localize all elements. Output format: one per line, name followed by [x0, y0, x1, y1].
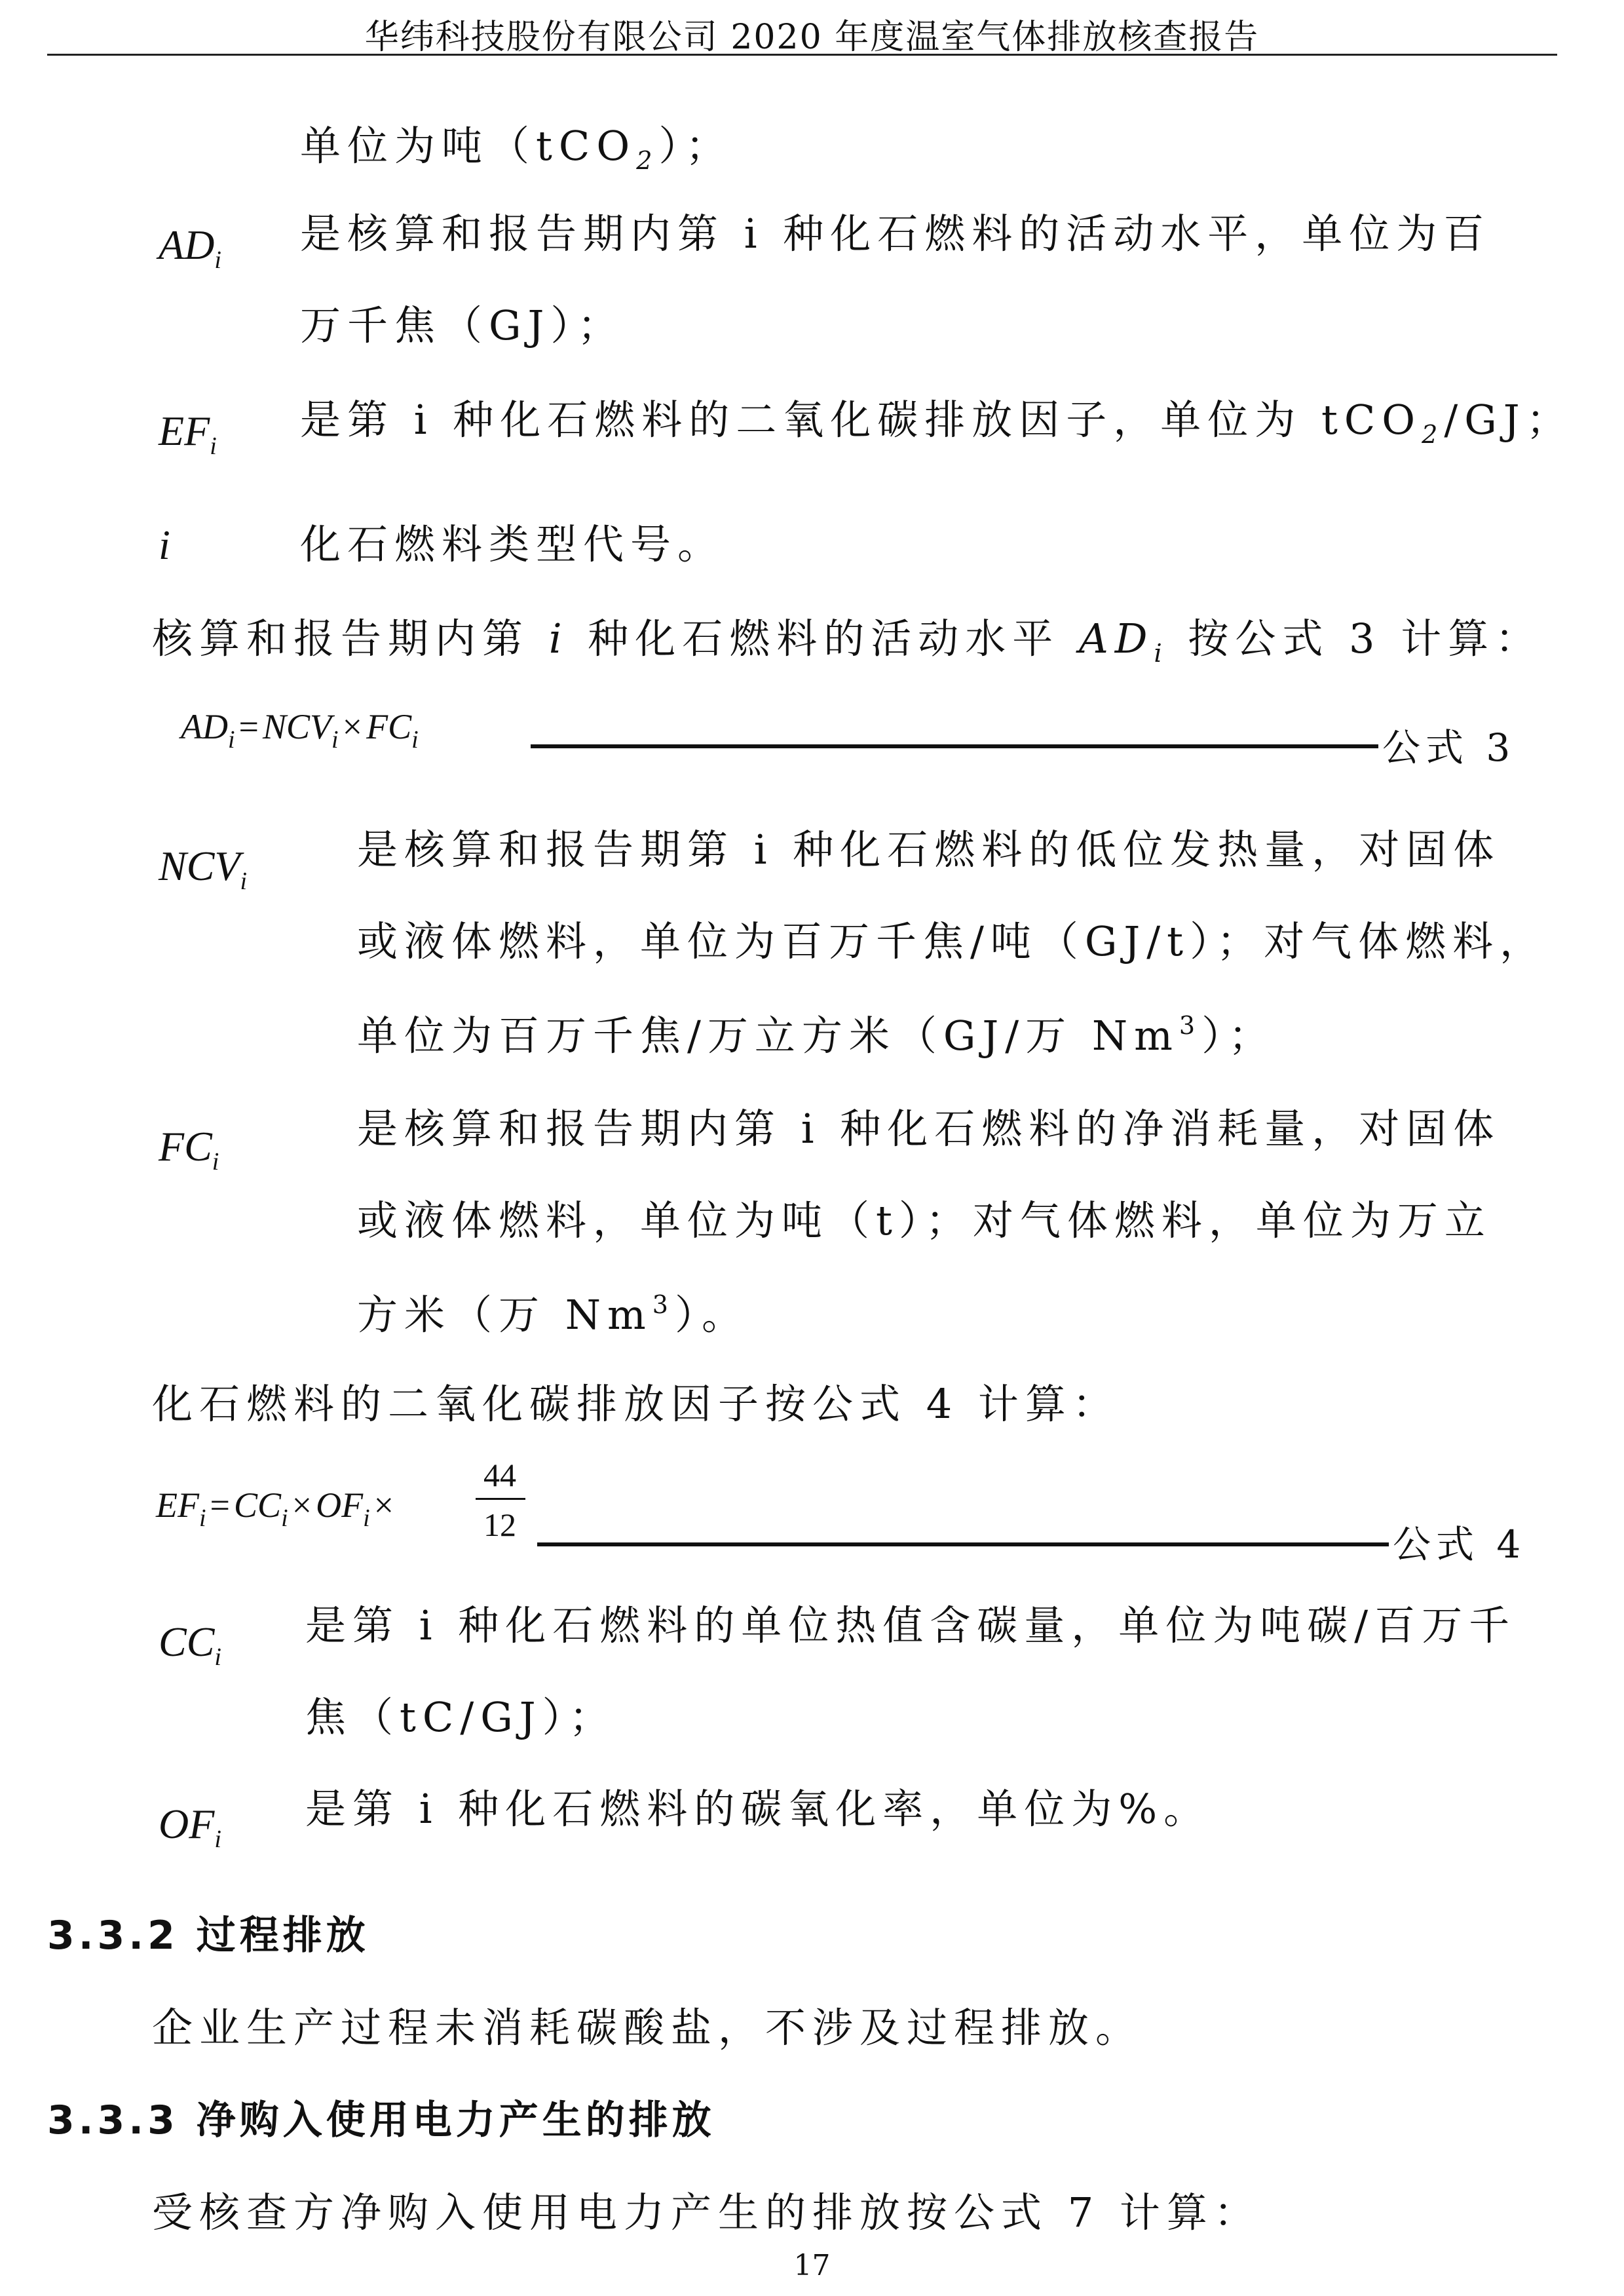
- ad-definition-line1: 是核算和报告期内第 i 种化石燃料的活动水平，单位为百: [300, 210, 1491, 258]
- section-3-3-3-heading: 3.3.3 净购入使用电力产生的排放: [47, 2097, 715, 2143]
- equation-4-leader-line: [537, 1542, 1389, 1546]
- of-definition-line1: 是第 i 种化石燃料的碳氧化率，单位为%。: [305, 1785, 1211, 1833]
- ef-definition-line1: 是第 i 种化石燃料的二氧化碳排放因子，单位为 tCO$_2$/GJ；: [300, 396, 1574, 449]
- ad-symbol: $AD_i$: [159, 221, 221, 274]
- cc-definition-line1: 是第 i 种化石燃料的单位热值含碳量，单位为吨碳/百万千: [305, 1601, 1517, 1649]
- ef-calc-paragraph: 化石燃料的二氧化碳排放因子按公式 4 计算：: [152, 1380, 1120, 1428]
- fraction-bar: [476, 1498, 525, 1500]
- fraction-numerator: 44: [483, 1457, 516, 1493]
- equation-3-leader-line: [531, 744, 1378, 748]
- fc-symbol: $FC_i$: [159, 1123, 219, 1176]
- ef-symbol: $EF_i$: [159, 408, 217, 460]
- ad-definition-line2: 万千焦（GJ）；: [300, 301, 625, 349]
- equation-4: $EF_i = CC_i \times OF_i$ ×: [156, 1485, 394, 1532]
- equation-3: $AD_i = NCV_i \times FC_i$: [181, 707, 419, 754]
- header-rule: [47, 54, 1557, 56]
- running-header: 华纬科技股份有限公司 2020 年度温室气体排放核查报告: [364, 18, 1260, 57]
- i-symbol: i: [159, 522, 170, 568]
- ncv-definition-line2: 或液体燃料，单位为百万千焦/吨（GJ/t）；对气体燃料，: [357, 917, 1547, 965]
- fc-definition-line2: 或液体燃料，单位为吨（t）；对气体燃料，单位为万立: [357, 1196, 1492, 1244]
- i-definition: 化石燃料类型代号。: [300, 520, 725, 568]
- section-3-3-2-body: 企业生产过程未消耗碳酸盐，不涉及过程排放。: [152, 2004, 1143, 2052]
- ad-calc-paragraph: 核算和报告期内第 i 种化石燃料的活动水平 $AD_i$ 按公式 3 计算：: [152, 615, 1543, 668]
- cc-definition-line2: 焦（tC/GJ）；: [305, 1693, 616, 1741]
- fraction-denominator: 12: [483, 1506, 516, 1543]
- page-number: 17: [793, 2249, 831, 2282]
- ncv-symbol: $NCV_i$: [159, 843, 248, 895]
- of-symbol: $OF_i$: [159, 1801, 221, 1853]
- section-3-3-3-body: 受核查方净购入使用电力产生的排放按公式 7 计算：: [152, 2189, 1261, 2236]
- ncv-definition-line3: 单位为百万千焦/万立方米（GJ/万 Nm$^3$）；: [357, 1011, 1276, 1060]
- fc-definition-line3: 方米（万 Nm$^3$）。: [357, 1290, 749, 1339]
- ncv-definition-line1: 是核算和报告期第 i 种化石燃料的低位发热量，对固体: [357, 826, 1501, 873]
- equation-3-label: 公式 3: [1382, 725, 1516, 770]
- cc-symbol: $CC_i$: [159, 1618, 221, 1671]
- unit-line: 单位为吨（tCO$_2$）；: [300, 122, 733, 175]
- fc-definition-line1: 是核算和报告期内第 i 种化石燃料的净消耗量，对固体: [357, 1105, 1501, 1153]
- equation-4-label: 公式 4: [1393, 1522, 1526, 1567]
- section-3-3-2-heading: 3.3.2 过程排放: [47, 1913, 369, 1959]
